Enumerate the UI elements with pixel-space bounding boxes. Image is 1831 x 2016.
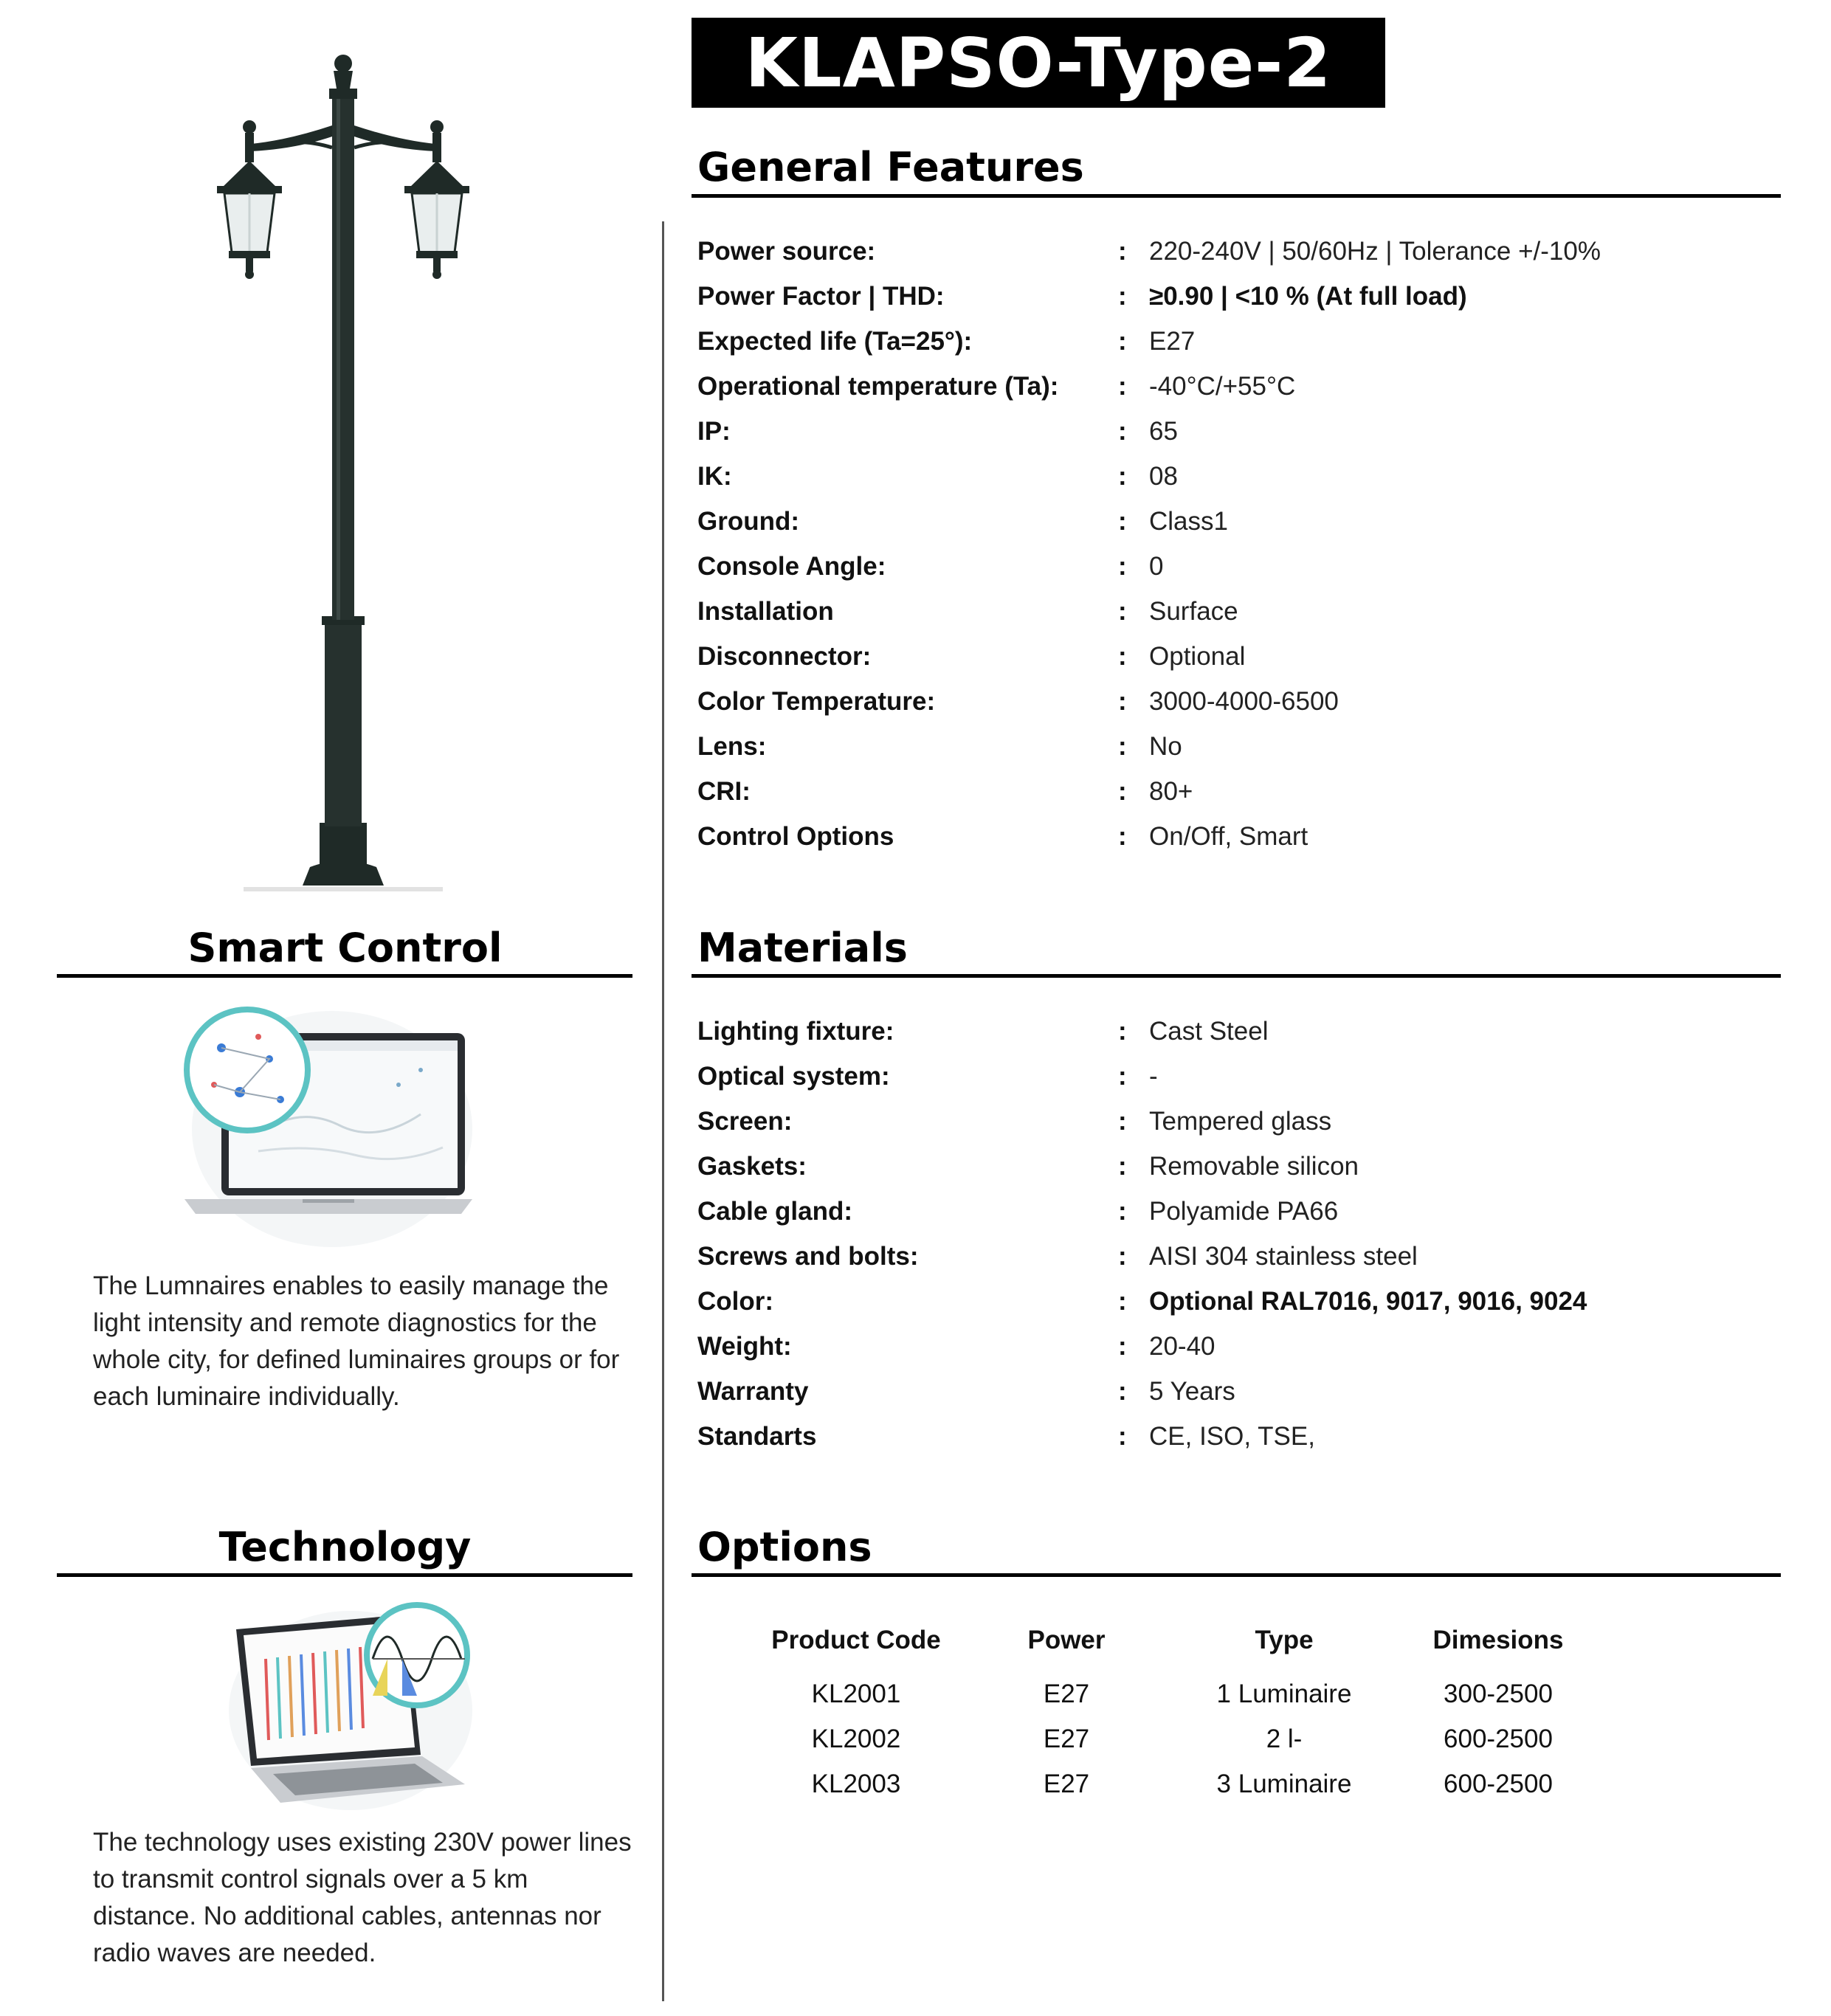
general_features-value: 220-240V | 50/60Hz | Tolerance +/-10%: [1149, 237, 1601, 266]
smart-control-rule: [57, 974, 632, 978]
options-header-cell: Dimesions: [1432, 1626, 1564, 1654]
materials-value: CE, ISO, TSE,: [1149, 1422, 1315, 1451]
general_features-colon: :: [1118, 372, 1127, 401]
general_features-row: [697, 544, 1775, 589]
general_features-label: Color Temperature:: [697, 687, 936, 716]
materials-label: Screws and bolts:: [697, 1242, 919, 1271]
general_features-colon: :: [1118, 732, 1127, 761]
materials-label: Gaskets:: [697, 1152, 807, 1181]
general_features-colon: :: [1118, 552, 1127, 581]
general_features-value: On/Off, Smart: [1149, 822, 1308, 851]
options-table-cell: 3 Luminaire: [1216, 1770, 1352, 1798]
general_features-row: [697, 229, 1775, 274]
general_features-row: [697, 364, 1775, 409]
general_features-label: IK:: [697, 462, 732, 491]
general_features-value: 3000-4000-6500: [1149, 687, 1339, 716]
general-features-heading: General Features: [697, 144, 1084, 190]
options-header-cell: Product Code: [771, 1626, 941, 1654]
options-table: [745, 1618, 1587, 1806]
general_features-label: Power source:: [697, 237, 876, 266]
options-table-cell: E27: [1043, 1770, 1090, 1798]
materials-value: 20-40: [1149, 1332, 1216, 1361]
materials-colon: :: [1118, 1332, 1127, 1361]
smart-control-heading: Smart Control: [187, 925, 503, 971]
materials-row: [697, 1414, 1775, 1459]
general_features-row: [697, 724, 1775, 769]
general_features-label: Ground:: [697, 507, 800, 536]
materials-row: [697, 1009, 1775, 1054]
general_features-colon: :: [1118, 777, 1127, 806]
options-table-row: [745, 1716, 1587, 1761]
general_features-row: [697, 319, 1775, 364]
materials-row: [697, 1324, 1775, 1369]
materials-row: [697, 1144, 1775, 1189]
general_features-row: [697, 589, 1775, 634]
general_features-value: Optional: [1149, 642, 1246, 671]
materials-label: Warranty: [697, 1377, 809, 1406]
materials-label: Screen:: [697, 1107, 793, 1136]
general_features-colon: :: [1118, 327, 1127, 356]
materials-label: Color:: [697, 1287, 774, 1316]
options-header-cell: Type: [1255, 1626, 1314, 1654]
technology-text: The technology uses existing 230V power lines to transmit control signals over a 5 km distance. No additional cables, antennas nor radio waves are needed.: [93, 1828, 632, 1967]
options-header-cell: Power: [1027, 1626, 1106, 1654]
general_features-label: CRI:: [697, 777, 751, 806]
general_features-row: [697, 634, 1775, 679]
materials-row: [697, 1369, 1775, 1414]
options-table-cell: 1 Luminaire: [1216, 1680, 1352, 1708]
general_features-label: Lens:: [697, 732, 767, 761]
materials-colon: :: [1118, 1287, 1127, 1316]
options-table-cell: E27: [1043, 1725, 1090, 1753]
general_features-row: [697, 274, 1775, 319]
general_features-label: Console Angle:: [697, 552, 886, 581]
general_features-colon: :: [1118, 462, 1127, 491]
technology-rule: [57, 1573, 632, 1577]
materials-colon: :: [1118, 1152, 1127, 1181]
materials-row: [697, 1189, 1775, 1234]
general_features-value: 80+: [1149, 777, 1193, 806]
general_features-colon: :: [1118, 237, 1127, 266]
materials-colon: :: [1118, 1062, 1127, 1091]
materials-colon: :: [1118, 1197, 1127, 1226]
options-table-row: [745, 1671, 1587, 1716]
general_features-label: Disconnector:: [697, 642, 872, 671]
options-table-cell: 600-2500: [1444, 1725, 1553, 1753]
general_features-colon: :: [1118, 417, 1127, 446]
options-table-cell: KL2002: [811, 1725, 901, 1753]
materials-value: -: [1149, 1062, 1158, 1091]
materials-colon: :: [1118, 1107, 1127, 1136]
general_features-value: 08: [1149, 462, 1178, 491]
materials-colon: :: [1118, 1242, 1127, 1271]
materials-colon: :: [1118, 1377, 1127, 1406]
options-table-cell: KL2001: [811, 1680, 901, 1708]
materials-label: Lighting fixture:: [697, 1017, 894, 1046]
general_features-label: IP:: [697, 417, 731, 446]
materials-label: Optical system:: [697, 1062, 890, 1091]
materials-value: Cast Steel: [1149, 1017, 1269, 1046]
materials-value: AISI 304 stainless steel: [1149, 1242, 1418, 1271]
materials-value: 5 Years: [1149, 1377, 1235, 1406]
general_features-label: Expected life (Ta=25°):: [697, 327, 973, 356]
general_features-value: -40°C/+55°C: [1149, 372, 1296, 401]
general_features-row: [697, 454, 1775, 499]
general_features-row: [697, 499, 1775, 544]
general_features-value: 0: [1149, 552, 1164, 581]
general_features-value: ≥0.90 | <10 % (At full load): [1149, 282, 1467, 311]
general_features-label: Installation: [697, 597, 834, 626]
materials-label: Weight:: [697, 1332, 792, 1361]
laptop-map-image: [177, 1004, 472, 1254]
column-divider: [662, 221, 664, 2001]
materials-colon: :: [1118, 1017, 1127, 1046]
general_features-label: Control Options: [697, 822, 894, 851]
options-table-cell: 600-2500: [1444, 1770, 1553, 1798]
general_features-row: [697, 409, 1775, 454]
materials-value: Polyamide PA66: [1149, 1197, 1339, 1226]
general_features-row: [697, 679, 1775, 724]
general_features-value: Class1: [1149, 507, 1228, 536]
materials-label: Cable gland:: [697, 1197, 853, 1226]
general-features-list: [697, 229, 1775, 859]
options-table-row: [745, 1761, 1587, 1806]
general_features-value: E27: [1149, 327, 1196, 356]
general_features-colon: :: [1118, 597, 1127, 626]
general_features-label: Power Factor | THD:: [697, 282, 945, 311]
materials-value: Removable silicon: [1149, 1152, 1359, 1181]
materials-row: [697, 1234, 1775, 1279]
materials-row: [697, 1279, 1775, 1324]
smart-control-text: The Lumnaires enables to easily manage the light intensity and remote diagnostics for the whole city, for defined luminaires groups or for each luminaire individually.: [93, 1271, 620, 1411]
general_features-colon: :: [1118, 507, 1127, 536]
options-table-cell: KL2003: [811, 1770, 901, 1798]
page-title: KLAPSO-Type-2: [692, 18, 1385, 108]
materials-label: Standarts: [697, 1422, 817, 1451]
laptop-chart-image: [221, 1600, 487, 1814]
options-table-cell: E27: [1043, 1680, 1090, 1708]
materials-colon: :: [1118, 1422, 1127, 1451]
options-header-row: [745, 1618, 1587, 1671]
general_features-row: [697, 769, 1775, 814]
options-table-cell: 2 l-: [1266, 1725, 1303, 1753]
general_features-colon: :: [1118, 822, 1127, 851]
technology-heading: Technology: [218, 1524, 472, 1570]
options-heading: Options: [697, 1524, 872, 1570]
materials-heading: Materials: [697, 925, 908, 971]
materials-row: [697, 1099, 1775, 1144]
materials-rule: [692, 974, 1781, 978]
options-table-cell: 300-2500: [1444, 1680, 1553, 1708]
general_features-label: Operational temperature (Ta):: [697, 372, 1059, 401]
materials-value: Optional RAL7016, 9017, 9016, 9024: [1149, 1287, 1587, 1316]
materials-row: [697, 1054, 1775, 1099]
materials-value: Tempered glass: [1149, 1107, 1332, 1136]
street-lamp-image: [199, 44, 480, 900]
general_features-value: 65: [1149, 417, 1178, 446]
general_features-value: Surface: [1149, 597, 1238, 626]
general_features-colon: :: [1118, 282, 1127, 311]
general-features-rule: [692, 194, 1781, 198]
materials-list: [697, 1009, 1775, 1459]
general_features-value: No: [1149, 732, 1182, 761]
general_features-colon: :: [1118, 687, 1127, 716]
options-rule: [692, 1573, 1781, 1577]
general_features-colon: :: [1118, 642, 1127, 671]
general_features-row: [697, 814, 1775, 859]
